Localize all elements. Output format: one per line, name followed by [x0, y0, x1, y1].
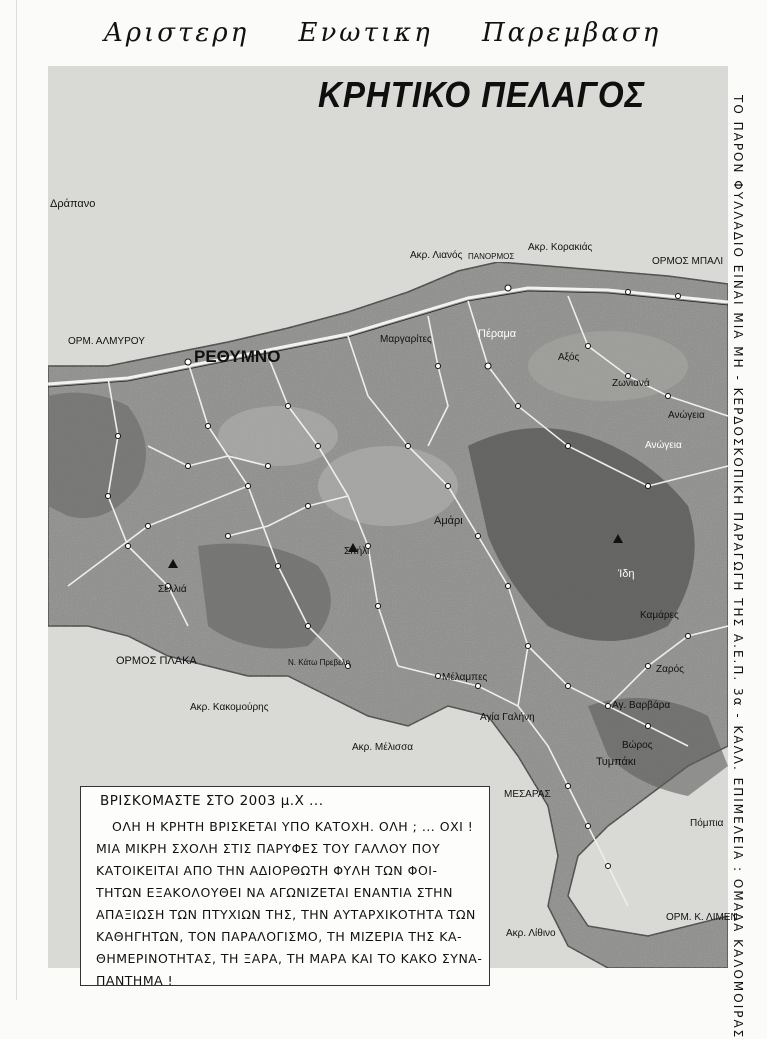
label-agia-galini: Αγία Γαλήνη [480, 712, 535, 723]
label-orm-k-limen: ΟΡΜ. Κ. ΛΙΜΕΝ [666, 912, 738, 923]
label-margarites: Μαργαρίτες [380, 334, 432, 345]
label-pompia: Πόμπια [690, 818, 724, 829]
label-akr-melissa: Ακρ. Μέλισσα [352, 742, 414, 753]
label-amari: Αμάρι [434, 515, 463, 527]
label-orm-bali: ΟΡΜΟΣ ΜΠΑΛΙ [652, 256, 724, 267]
label-kamares: Καμάρες [640, 610, 679, 621]
header-word-1: Αριστερη [104, 18, 250, 48]
note-line: ΠΑΝΤΗΜΑ ! [96, 973, 174, 988]
label-axos: Αξός [558, 352, 580, 363]
header-word-2: Ενωτικη [298, 18, 433, 48]
note-line: ΘΗΜΕΡΙΝΟΤΗΤΑΣ, ΤΗ ΞΑΡΑ, ΤΗ ΜΑΡΑ ΚΑΙ ΤΟ ΚΑΚΟ ΣΥΝΑ- [96, 951, 483, 966]
note-line: ΤΗΤΩΝ ΕΞΑΚΟΛΟΥΘΕΙ ΝΑ ΑΓΩΝΙΖΕΤΑΙ ΕΝΑΝΤΙΑ ΣΤΗΝ [96, 885, 453, 900]
page-edge [16, 0, 17, 1000]
label-zaros: Ζαρός [656, 664, 684, 675]
map-title: ΚΡΗΤΙΚΟ ΠΕΛΑΓΟΣ [318, 74, 646, 115]
header-word-3: Παρεμβαση [481, 18, 662, 48]
label-vori: Βώρος [622, 740, 653, 751]
label-agia-varvara: Αγ. Βαρβάρα [612, 700, 671, 711]
valley-patch [528, 331, 688, 401]
note-line: ΟΛΗ Η ΚΡΗΤΗ ΒΡΙΣΚΕΤΑΙ ΥΠΟ ΚΑΤΟΧΗ. ΟΛΗ ; ... ΟΧΙ ! [112, 819, 474, 834]
label-mesaras: ΜΕΣΑΡΑΣ [504, 789, 551, 800]
note-line: ΚΑΘΗΓΗΤΩΝ, ΤΟΝ ΠΑΡΑΛΟΓΙΣΜΟ, ΤΗ ΜΙΖΕΡΙΑ ΤΗΣ ΚΑ- [96, 929, 463, 944]
note-line: ΒΡΙΣΚΟΜΑΣΤΕ ΣΤΟ 2003 μ.Χ ... [100, 793, 324, 809]
label-selia: Σελλιά [158, 584, 187, 595]
label-anogeia: Ανώγεια [668, 410, 705, 421]
label-spili: Σπήλι [344, 546, 370, 557]
label-zoniana: Ζωνιανά [612, 378, 650, 389]
note-line: ΑΠΑΞΙΩΣΗ ΤΩΝ ΠΤΥΧΙΩΝ ΤΗΣ, ΤΗΝ ΑΥΤΑΡΧΙΚΟΤΗΤΑ ΤΩΝ [96, 907, 476, 922]
label-panormos: ΠΑΝΟΡΜΟΣ [468, 252, 515, 261]
label-akr-lianos: Ακρ. Λιανός [410, 250, 463, 261]
label-akr-kakomouris: Ακρ. Κακομούρης [190, 702, 269, 713]
label-idi: Ίδη [618, 568, 635, 580]
side-note: ΤΟ ΠΑΡΟΝ ΦΥΛΛΑΔΙΟ ΕΙΝΑΙ ΜΙΑ ΜΗ - ΚΕΡΔΟΣΚΟΠΙΚΗ ΠΑΡΑΓΩΓΗ ΤΗΣ Α.Ε.Π. 3α - ΚΑΛΛ. ΕΠΙΜΕΛΕΙΑ : ΟΜΑΔΑ ΚΑΛΟΜΟΙΡΑΣ [731, 95, 745, 1039]
label-timbaki: Τυμπάκι [596, 756, 636, 768]
label-rethymno: ΡΕΘΥΜΝΟ [194, 347, 281, 366]
label-melampes: Μέλαμπες [442, 672, 488, 683]
label-orm-plaka: ΟΡΜΟΣ ΠΛΑΚΑ [116, 655, 197, 667]
label-preveli: Ν. Κάτω Πρεβελη [288, 658, 351, 667]
valley-patch [218, 406, 338, 466]
valley-patch [318, 446, 458, 526]
label-orm-almyrou: ΟΡΜ. ΑΛΜΥΡΟΥ [68, 336, 145, 347]
handwritten-note [96, 790, 496, 992]
note-line: ΜΙΑ ΜΙΚΡΗ ΣΧΟΛΗ ΣΤΙΣ ΠΑΡΥΦΕΣ ΤΟΥ ΓΑΛΛΟΥ ΠΟΥ [96, 841, 441, 856]
flyer-header [104, 18, 699, 48]
note-line: ΚΑΤΟΙΚΕΙΤΑΙ ΑΠΟ ΤΗΝ ΑΔΙΟΡΘΩΤΗ ΦΥΛΗ ΤΩΝ ΦΟΙ- [96, 863, 438, 878]
label-akr-lithino: Ακρ. Λίθινο [506, 928, 556, 939]
label-drapano: Δράπανο [50, 198, 96, 210]
label-anogeia-2: Ανώγεια [645, 440, 682, 451]
label-perama: Πέραμα [478, 328, 517, 340]
label-akr-korakias: Ακρ. Κορακιάς [528, 242, 593, 253]
